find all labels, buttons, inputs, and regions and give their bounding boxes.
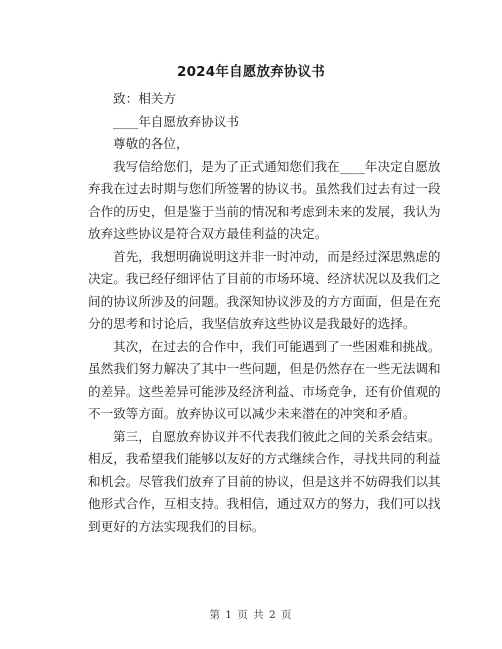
salutation: 致：相关方 <box>113 91 176 106</box>
paragraphs-container <box>88 156 441 539</box>
paragraph <box>88 246 441 336</box>
paragraph-line: 其次，在过去的合作中，我们可能遇到了一些困难和挑战。 <box>113 338 441 354</box>
paragraph-line: 相反，我希望我们能够以友好的方式继续合作，寻找共同的利益 <box>88 451 441 466</box>
paragraph-line: 的差异。这些差异可能涉及经济利益、市场竞争，还有价值观的 <box>88 383 441 399</box>
paragraph-line: 到更好的方法实现我们的目标。 <box>88 518 265 534</box>
paragraph-line: 放弃这些协议是符合双方最佳利益的决定。 <box>88 226 328 241</box>
paragraph <box>88 336 441 426</box>
paragraph-line: 分的思考和讨论后，我坚信放弃这些协议是我最好的选择。 <box>88 316 416 331</box>
paragraph-line: 弃我在过去时期与您们所签署的协议书。虽然我们过去有过一段 <box>88 181 441 196</box>
subheading: ____年自愿放弃协议书 <box>113 113 239 129</box>
paragraph-line: 第三，自愿放弃协议并不代表我们彼此之间的关系会结束。 <box>113 428 441 444</box>
paragraph-line: 合作的历史，但是鉴于当前的情况和考虑到未来的发展，我认为 <box>88 203 441 219</box>
paragraph <box>88 426 441 539</box>
paragraph-line: 首先，我想明确说明这并非一时冲动，而是经过深思熟虑的 <box>113 248 441 264</box>
paragraph <box>88 156 441 246</box>
paragraph-line: 我写信给您们，是为了正式通知您们我在____年决定自愿放 <box>113 158 441 174</box>
paragraph-line: 间的协议所涉及的问题。我深知协议涉及的方方面面，但是在充 <box>88 293 441 309</box>
paragraph-line: 他形式合作，互相支持。我相信，通过双方的努力，我们可以找 <box>88 496 441 511</box>
paragraph-line: 决定。我已经仔细评估了目前的市场环境、经济状况以及我们之 <box>88 271 441 286</box>
paragraph-line: 不一致等方面。放弃协议可以减少未来潜在的冲突和矛盾。 <box>88 406 416 421</box>
page-indicator: 第 1 页 共 2 页 <box>209 609 293 621</box>
document-title: 2024年自愿放弃协议书 <box>177 64 325 80</box>
document-body <box>88 88 441 538</box>
paragraph-line: 虽然我们努力解决了其中一些问题，但是仍然存在一些无法调和 <box>88 361 441 376</box>
paragraph-line: 和机会。尽管我们放弃了目前的协议，但是这并不妨碍我们以其 <box>88 473 441 489</box>
greeting: 尊敬的各位， <box>113 136 189 151</box>
